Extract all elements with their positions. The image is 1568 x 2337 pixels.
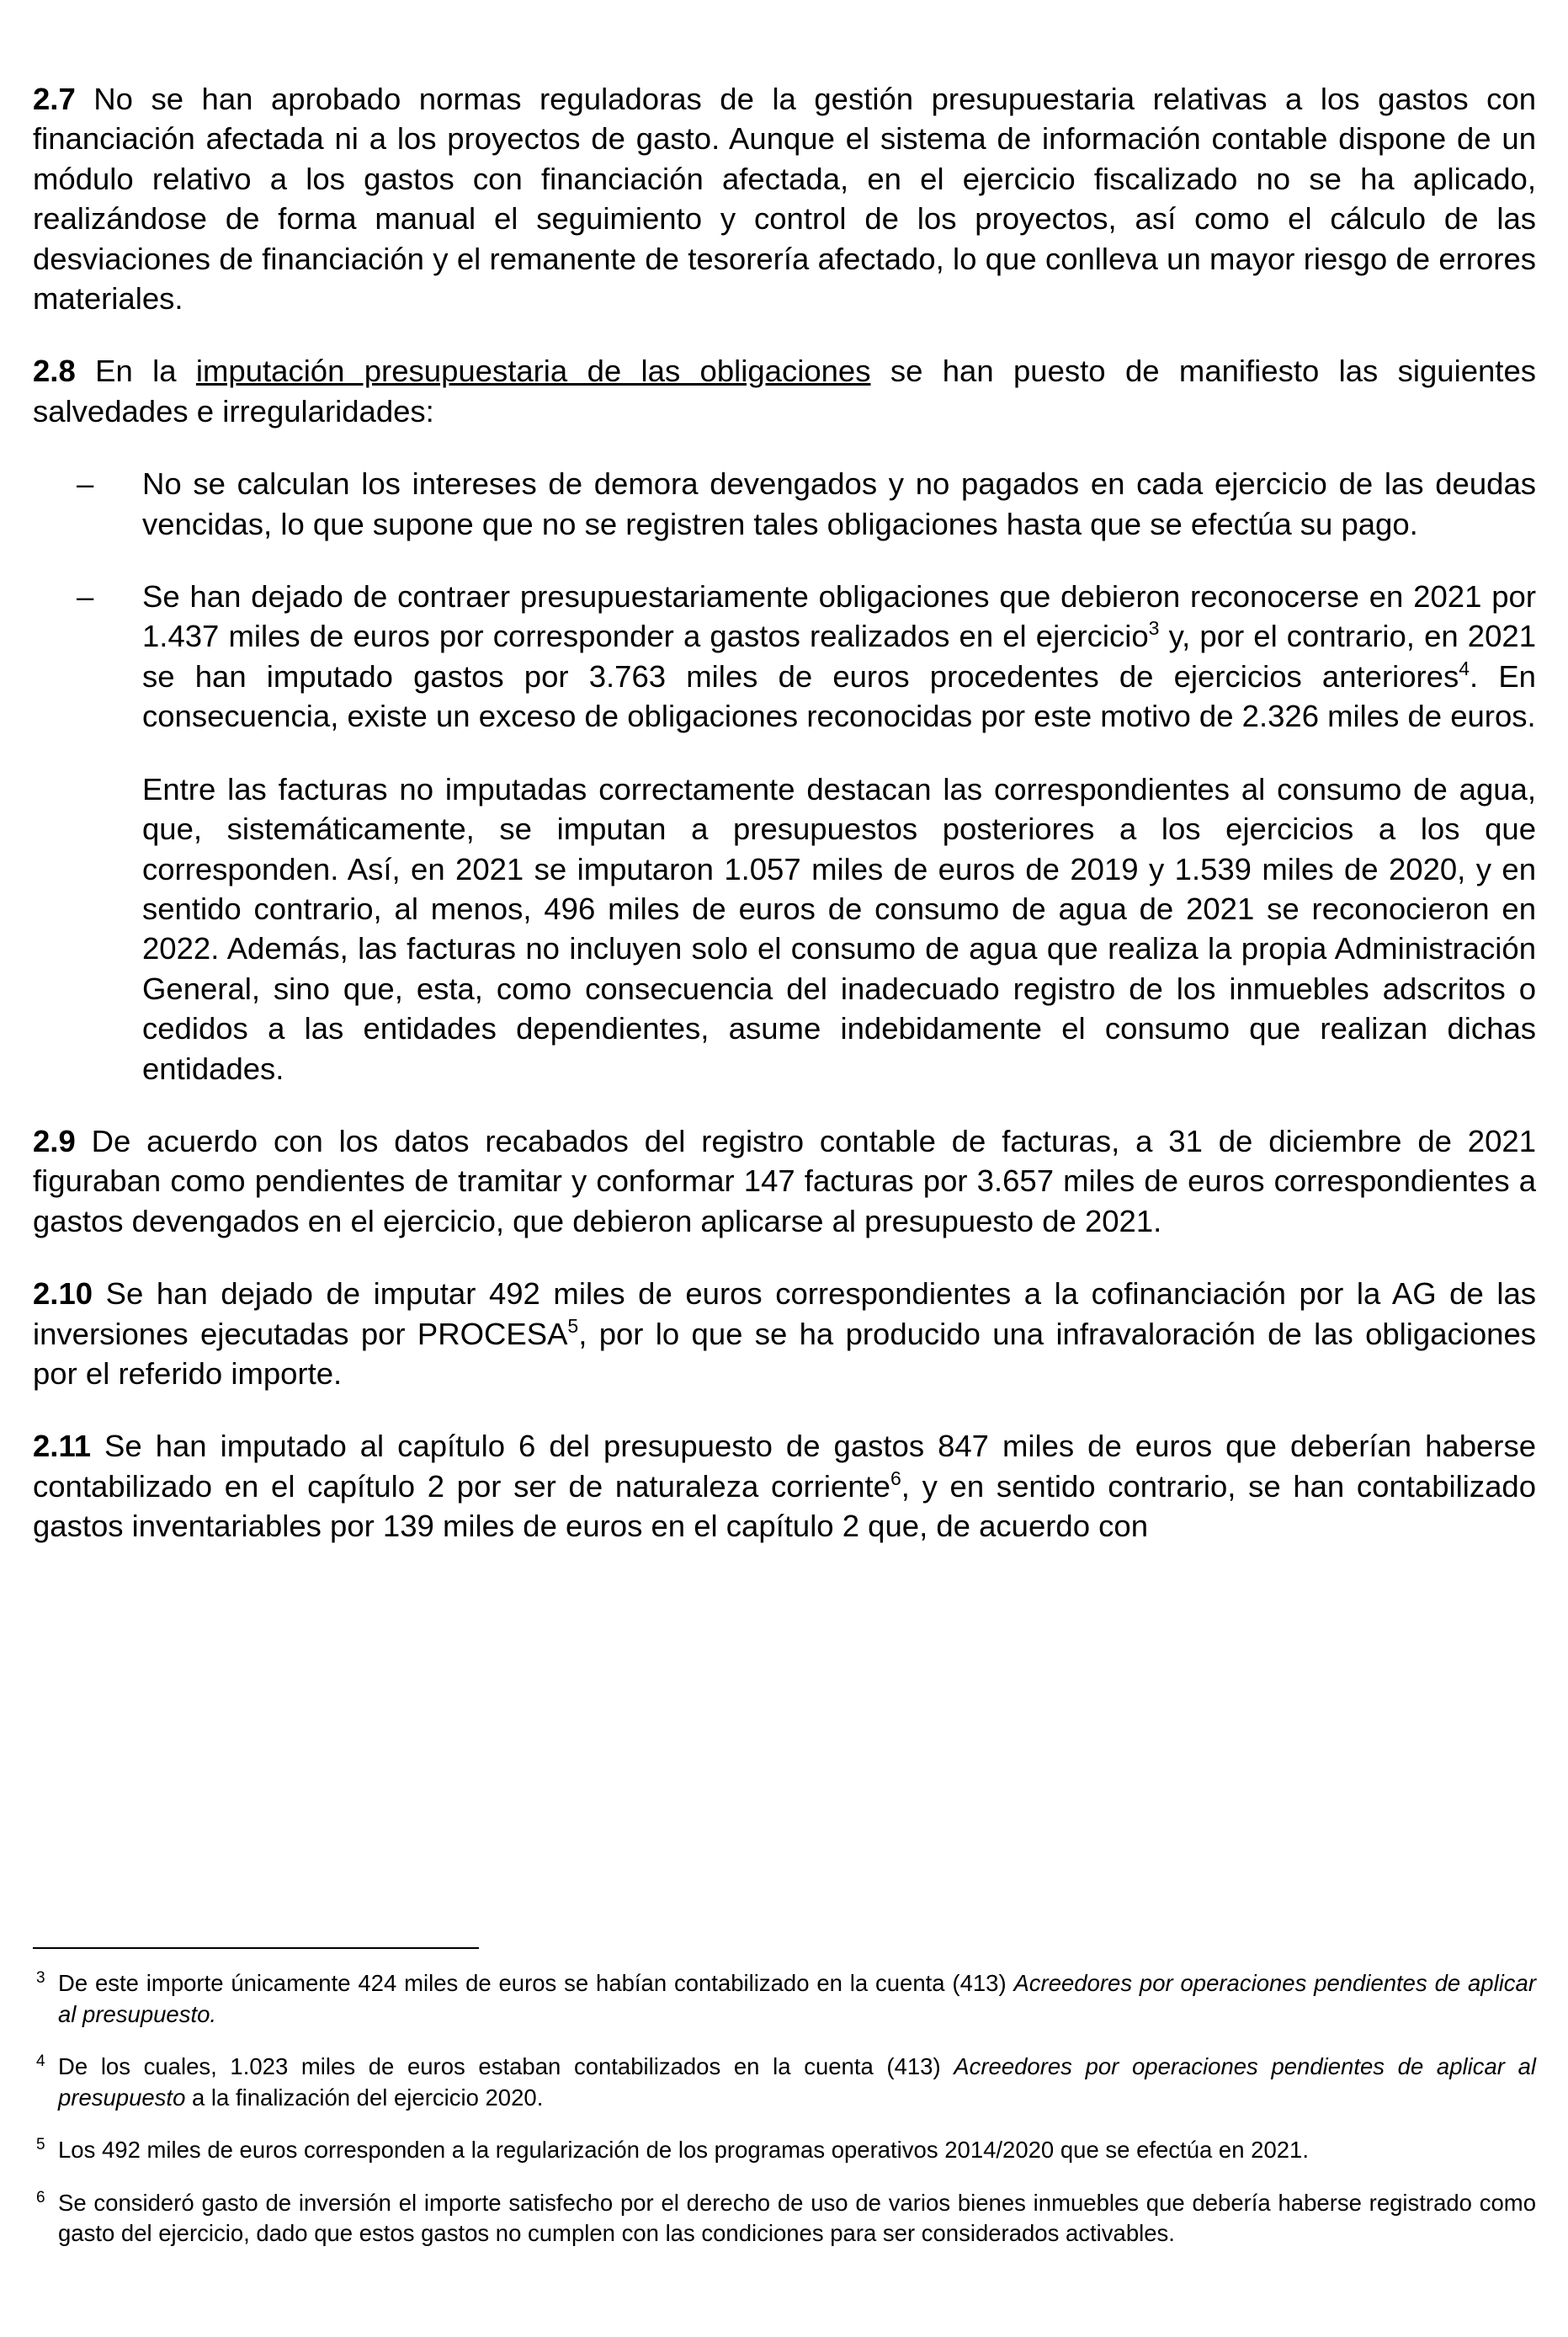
footnote-ref-3: 3: [1148, 617, 1160, 640]
footnote-italic-text: Acreedores por operaciones pendientes de aplicar al presupuesto.: [58, 1970, 1537, 2027]
footnote-3: [33, 1968, 1536, 2030]
footnote-text: Los 492 miles de euros corresponden a la regularización de los programas operativos 2014/2020 que se efectúa en 2021.: [58, 2137, 1309, 2163]
footnote-text: a la finalización del ejercicio 2020.: [185, 2084, 544, 2111]
paragraph-text: En la: [75, 354, 196, 389]
bullet-item-intereses: [33, 464, 1536, 544]
paragraph-text: De acuerdo con los datos recabados del registro contable de facturas, a 31 de diciembre de 2021 figuraban como pendientes de tramitar y conformar 147 facturas por 3.657 miles de euros correspondientes a gastos devengados en el ejercicio, que debieron aplicarse al presupuesto de 2021.: [33, 1123, 1536, 1238]
bullet-dash: –: [77, 466, 94, 502]
section-number: 2.9: [33, 1123, 76, 1158]
bullet-text-part: Se han dejado de contraer presupuestariamente obligaciones que debieron reconocerse en 2021 por 1.437 miles de euros por corresponder a gastos realizados en el ejercicio: [142, 579, 1536, 654]
footnote-5: [33, 2135, 1536, 2166]
footnote-4: [33, 2052, 1536, 2113]
paragraph-text: Se han dejado de imputar 492 miles de euros correspondientes a la cofinanciación por la AG de las inversiones ejecutadas por PROCESA: [33, 1276, 1536, 1351]
paragraph-2-8: [33, 351, 1536, 431]
paragraph-text: Se han imputado al capítulo 6 del presupuesto de gastos 847 miles de euros que deberían haberse contabilizado en el capítulo 2 por ser de naturaleza corriente: [33, 1429, 1536, 1504]
footnote-mark: 4: [36, 2052, 45, 2070]
underlined-term: imputación presupuestaria de las obligaciones: [195, 354, 871, 389]
footnote-mark: 5: [36, 2136, 45, 2153]
paragraph-2-7: [33, 79, 1536, 318]
paragraph-text: No se han aprobado normas reguladoras de la gestión presupuestaria relativas a los gastos con financiación afectada ni a los proyectos de gasto. Aunque el sistema de información contable dispone de un módulo relativo a los gastos con financiación afectada, en el ejercicio fiscalizado no se ha aplicado, realizándose de forma manual el seguimiento y control de los proyectos, así como el cálculo de las desviaciones de financiación y el remanente de tesorería afectado, lo que conlleva un mayor riesgo de errores materiales.: [33, 82, 1536, 317]
footnote-text: Se consideró gasto de inversión el importe satisfecho por el derecho de uso de varios bienes inmuebles que debería haberse registrado como gasto del ejercicio, dado que estos gastos no cumplen con las condiciones para ser considerados activables.: [58, 2189, 1536, 2246]
section-number: 2.7: [33, 82, 76, 116]
footnote-text: De este importe únicamente 424 miles de euros se habían contabilizado en la cuenta (413): [58, 1970, 1014, 1996]
main-body: [33, 79, 1536, 1579]
paragraph-2-11: [33, 1426, 1536, 1546]
section-number: 2.11: [33, 1429, 92, 1464]
bullet-subparagraph: Entre las facturas no imputadas correctamente destacan las correspondientes al consumo de agua, que, sistemáticamente, se imputan a presupuestos posteriores a los ejercicios a los que corresponden. Así, en 2021 se imputaron 1.057 miles de euros de 2019 y 1.539 miles de 2020, y en sentido contrario, al menos, 496 miles de euros de consumo de agua de 2021 se reconocieron en 2022. Además, las facturas no incluyen solo el consumo de agua que realiza la propia Administración General, sino que, esta, como consecuencia del inadecuado registro de los inmuebles adscritos o cedidos a las entidades dependientes, asume indebidamente el consumo que realizan dichas entidades.: [142, 771, 1536, 1086]
paragraph-text: , por lo que se ha producido una infravaloración de las obligaciones por el referido importe.: [33, 1316, 1536, 1391]
bullet-text-part: . En consecuencia, existe un exceso de obligaciones reconocidas por este motivo de 2.326 miles de euros.: [142, 658, 1536, 734]
section-number: 2.10: [33, 1276, 93, 1312]
paragraph-2-9: [33, 1121, 1536, 1241]
paragraph-text: , y en sentido contrario, se han contabilizado gastos inventariables por 139 miles de euros en el capítulo 2 que, de acuerdo con: [33, 1468, 1536, 1544]
footnotes: [33, 1968, 1536, 2271]
footnote-text: De los cuales, 1.023 miles de euros estaban contabilizados en la cuenta (413): [58, 2053, 954, 2079]
footnote-6: [33, 2188, 1536, 2249]
bullet-item-obligaciones: [33, 577, 1536, 1089]
section-number: 2.8: [33, 354, 76, 389]
footnote-ref-5: 5: [567, 1314, 579, 1337]
footnote-ref-4: 4: [1459, 657, 1470, 679]
bullet-text: [142, 577, 1536, 737]
paragraph-text: se han puesto de manifiesto las siguientes salvedades e irregularidades:: [33, 354, 1536, 429]
paragraph-2-10: [33, 1274, 1536, 1393]
footnote-italic-text: Acreedores por operaciones pendientes de aplicar al presupuesto: [58, 2053, 1536, 2111]
bullet-text: No se calculan los intereses de demora devengados y no pagados en cada ejercicio de las deudas vencidas, lo que supone que no se registren tales obligaciones hasta que se efectúa su pago.: [142, 466, 1536, 541]
footnote-ref-6: 6: [890, 1467, 901, 1489]
footnote-mark: 6: [36, 2188, 45, 2207]
bullet-text-part: y, por el contrario, en 2021 se han imputado gastos por 3.763 miles de euros procedentes de ejercicios anteriores: [142, 619, 1536, 694]
footnote-divider: [33, 1947, 479, 1949]
bullet-dash: –: [77, 579, 94, 615]
footnote-mark: 3: [36, 1969, 45, 1987]
